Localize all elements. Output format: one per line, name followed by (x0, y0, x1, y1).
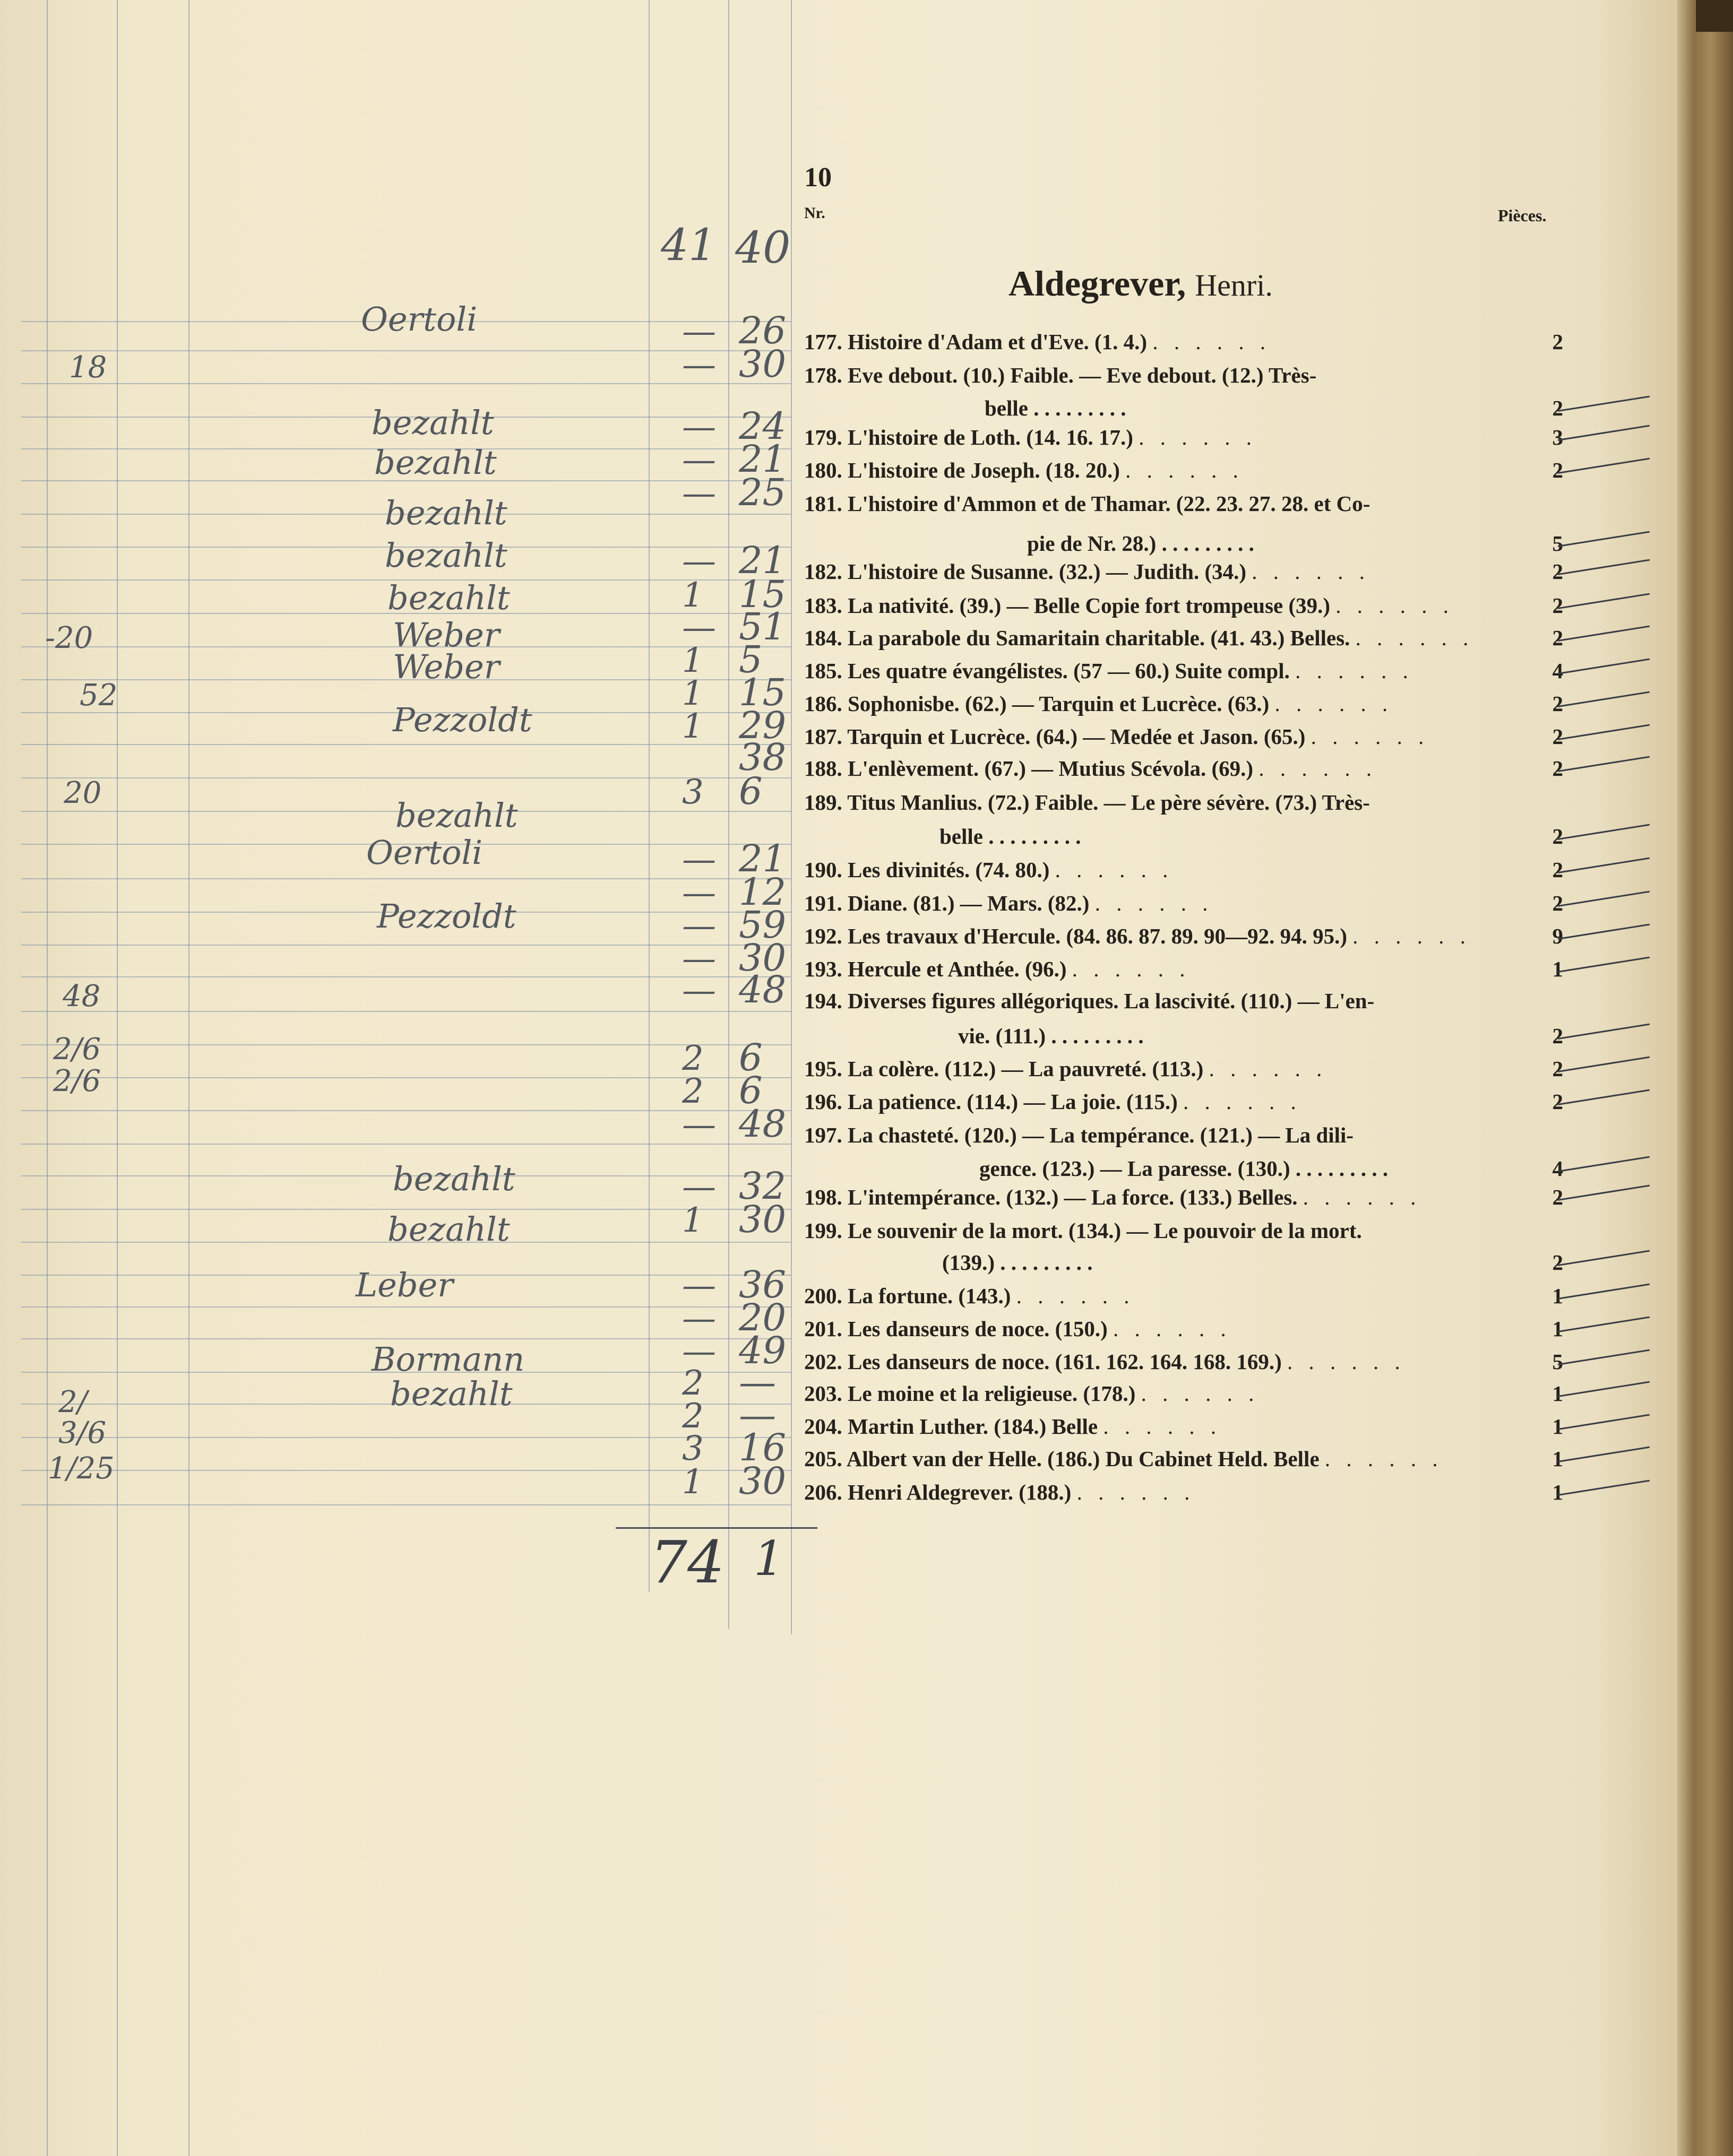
leader-dots: . . . . . . (1103, 1414, 1222, 1439)
margin-pencil-note: 20 (64, 776, 102, 810)
entry-title: L'intempérance. (132.) — La force. (133.) Belles. (842, 1185, 1303, 1209)
pencil-buyer-name: bezahlt (393, 1159, 515, 1198)
entry-number: 186. (804, 691, 842, 716)
entry-number: 200. (804, 1284, 842, 1308)
pieces-count: 1 (1552, 1317, 1563, 1341)
pencil-col-a-value: — (682, 873, 716, 913)
pencil-col-a-value: — (682, 1266, 716, 1305)
pencil-col-b-value: 12 (739, 870, 787, 914)
catalog-entry (804, 1184, 1563, 1210)
pieces-count: 4 (1552, 659, 1563, 683)
catalog-entry (804, 1316, 1563, 1341)
pencil-col-a-value: — (682, 1332, 716, 1371)
pencil-col-b-value: 25 (739, 471, 787, 514)
ruled-line (21, 1044, 791, 1045)
catalog-entry (804, 1414, 1563, 1439)
entry-number: 182. (804, 559, 842, 584)
pieces-count: 2 (1552, 724, 1563, 749)
entry-continuation: gence. (123.) — La paresse. (130.) . . . . . . . . . (979, 1156, 1389, 1181)
pieces-count: 2 (1552, 1057, 1563, 1081)
catalog-entry (804, 559, 1563, 584)
entry-number: 187. (804, 724, 842, 749)
pencil-col-a-value: 1 (682, 674, 704, 713)
catalog-entry (804, 1446, 1563, 1471)
catalog-entry (804, 329, 1563, 354)
entry-title: L'histoire de Susanne. (32.) — Judith. (34.) (842, 559, 1252, 584)
pieces-count: 1 (1552, 1447, 1563, 1471)
total-col-b: 1 (754, 1531, 784, 1587)
leader-dots: . . . . . . (1152, 330, 1271, 354)
margin-pencil-note: 52 (80, 678, 118, 713)
pieces-count: 2 (1552, 1185, 1563, 1209)
leader-dots: . . . . . . (1303, 1185, 1421, 1209)
catalog-entry (804, 1479, 1563, 1505)
pencil-col-b-value: 21 (739, 437, 787, 481)
entry-title: La patience. (114.) — La joie. (115.) (842, 1089, 1184, 1114)
leader-dots: . . . . . . (1072, 957, 1191, 981)
pencil-col-b-value: — (739, 1361, 776, 1404)
pencil-buyer-name: Leber (356, 1266, 453, 1304)
ruled-line (21, 350, 791, 351)
catalog-entry (804, 457, 1563, 483)
pencil-col-a-value: — (682, 608, 716, 647)
pieces-count: 4 (1552, 1156, 1563, 1181)
entry-number: 198. (804, 1185, 842, 1209)
entry-title: La parabole du Samaritain charitable. (41. 43.) Belles. (842, 626, 1356, 650)
pencil-col-b-value: 5 (739, 638, 763, 681)
catalog-entry (804, 724, 1563, 749)
catalog-entry (804, 956, 1563, 982)
pencil-buyer-name: Weber (393, 647, 500, 686)
entry-number: 180. (804, 458, 842, 482)
pencil-col-b-value: 15 (739, 671, 787, 714)
ruled-line (21, 1011, 791, 1012)
ruled-line (21, 744, 791, 745)
entry-number: 203. (804, 1381, 842, 1406)
pencil-col-b-value: 30 (739, 936, 787, 980)
pencil-col-a-value: 2 (682, 1039, 704, 1078)
margin-pencil-note: 1/25 (48, 1451, 115, 1486)
pieces-count: 5 (1552, 531, 1563, 556)
entry-title: Albert van der Helle. (186.) Du Cabinet Held. Belle (842, 1447, 1325, 1471)
entry-number: 206. (804, 1480, 842, 1504)
catalog-entry (804, 857, 1563, 882)
entry-title: L'histoire de Joseph. (18. 20.) (842, 458, 1126, 482)
pieces-count: 2 (1552, 330, 1563, 354)
leader-dots: . . . . . . (1076, 1480, 1195, 1504)
entry-number: 197. (804, 1123, 842, 1147)
entry-title: Diverses figures allégoriques. La lascivité. (110.) — L'en- (842, 989, 1375, 1013)
entry-title: Les divinités. (74. 80.) (842, 858, 1055, 882)
entry-number: 178. (804, 363, 842, 387)
pencil-buyer-name: Oertoli (361, 300, 478, 339)
entry-number: 189. (804, 790, 842, 815)
leader-dots: . . . . . . (1055, 858, 1174, 882)
page-number: 10 (804, 162, 832, 193)
leader-dots: . . . . . . (1125, 458, 1244, 482)
entry-title: Titus Manlius. (72.) Faible. — Le père sévère. (73.) Très- (842, 790, 1370, 815)
entry-number: 188. (804, 756, 842, 781)
margin-pencil-note: -20 (45, 621, 93, 655)
pieces-count: 2 (1552, 858, 1563, 882)
catalog-entry (804, 923, 1563, 949)
pencil-col-b-value: 30 (739, 342, 787, 386)
ruled-line (21, 1110, 791, 1111)
pieces-count: 1 (1552, 1381, 1563, 1406)
col-b-left-line (728, 0, 729, 1629)
entry-number: 201. (804, 1317, 842, 1341)
col-b-header: 40 (735, 223, 791, 273)
pencil-col-b-value: 20 (739, 1296, 787, 1339)
entry-number: 204. (804, 1414, 842, 1439)
pencil-col-b-value: 38 (739, 735, 787, 779)
pencil-col-b-value: 32 (739, 1164, 787, 1208)
entry-title: Martin Luther. (184.) Belle (842, 1414, 1103, 1439)
leader-dots: . . . . . . (1141, 1381, 1260, 1406)
entry-title: La nativité. (39.) — Belle Copie fort trompeuse (39.) (842, 593, 1336, 618)
entry-title: La chasteté. (120.) — La tempérance. (121.) — La dili- (842, 1123, 1354, 1147)
pencil-col-b-value: 59 (739, 903, 787, 947)
pencil-col-a-value: — (682, 408, 716, 447)
pencil-col-a-value: 1 (682, 1462, 704, 1502)
entry-title: Histoire d'Adam et d'Eve. (1. 4.) (842, 330, 1153, 354)
pencil-col-a-value: — (682, 1105, 716, 1145)
pencil-col-a-value: 1 (682, 1201, 704, 1240)
entry-title: Les travaux d'Hercule. (84. 86. 87. 89. 90—92. 94. 95.) (842, 924, 1353, 948)
leader-dots: . . . . . . (1113, 1317, 1231, 1341)
pencil-col-b-value: 51 (739, 605, 787, 648)
entry-title: Tarquin et Lucrèce. (64.) — Medée et Jason. (65.) (842, 724, 1311, 749)
pencil-col-b-value: 26 (739, 309, 787, 352)
leader-dots: . . . . . . (1287, 1349, 1406, 1374)
pencil-col-b-value: 48 (739, 968, 787, 1011)
leader-dots: . . . . . . (1295, 659, 1413, 683)
entry-number: 192. (804, 924, 842, 948)
ruled-line (21, 1144, 791, 1145)
pencil-col-a-value: — (682, 906, 716, 946)
margin-pencil-note: 48 (63, 979, 101, 1014)
catalog-entry (804, 593, 1563, 618)
pencil-col-a-value: 1 (682, 707, 704, 746)
leader-dots: . . . . . . (1355, 626, 1474, 650)
margin-pencil-note: 2/6 (53, 1032, 101, 1067)
pencil-col-a-value: 3 (682, 1429, 704, 1468)
pencil-col-b-value: 48 (739, 1102, 787, 1146)
ruled-line (21, 1504, 791, 1505)
pencil-col-b-value: 16 (739, 1426, 787, 1469)
pencil-buyer-name: Weber (393, 616, 500, 654)
col-a-header: 41 (661, 220, 717, 271)
pieces-count: 2 (1552, 756, 1563, 781)
catalog-entry (804, 625, 1563, 651)
pencil-buyer-name: Pezzoldt (377, 897, 516, 936)
entry-number: 184. (804, 626, 842, 650)
pencil-col-b-value: 21 (739, 837, 787, 880)
catalog-entry (804, 890, 1563, 916)
pencil-col-b-value: — (739, 1393, 776, 1437)
pencil-buyer-name: bezahlt (390, 1374, 513, 1413)
pieces-count: 1 (1552, 1284, 1563, 1308)
pencil-col-a-value: 1 (682, 576, 704, 615)
entry-number: 202. (804, 1349, 842, 1374)
entry-number: 196. (804, 1089, 842, 1114)
pencil-col-b-value: 15 (739, 573, 787, 616)
pencil-col-a-value: 3 (682, 773, 704, 812)
leader-dots: . . . . . . (1258, 756, 1377, 781)
entry-number: 194. (804, 989, 842, 1013)
entry-number: 183. (804, 593, 842, 618)
pieces-count: 1 (1552, 957, 1563, 981)
entry-number: 177. (804, 330, 842, 354)
ruled-line (21, 1077, 791, 1078)
pencil-col-a-value: 2 (682, 1397, 704, 1436)
pieces-count: 2 (1552, 824, 1563, 848)
pencil-col-a-value: — (682, 971, 716, 1010)
pencil-col-a-value: — (682, 474, 716, 513)
pencil-col-a-value: 1 (682, 641, 704, 680)
ruled-line (21, 1306, 791, 1308)
pencil-col-a-value: — (682, 939, 716, 979)
entry-continuation: belle . . . . . . . . . (939, 824, 1081, 848)
entry-title: Henri Aldegrever. (188.) (842, 1480, 1077, 1504)
pencil-col-b-value: 29 (739, 704, 787, 747)
entry-title: L'enlèvement. (67.) — Mutius Scévola. (69.) (842, 756, 1259, 781)
catalog-entry (804, 756, 1563, 781)
pieces-count: 2 (1552, 691, 1563, 716)
entry-title: La colère. (112.) — La pauvreté. (113.) (842, 1057, 1209, 1081)
entry-title: Les danseurs de noce. (150.) (842, 1317, 1113, 1341)
ruled-line (21, 1437, 791, 1438)
entry-continuation: (139.) . . . . . . . . . (942, 1250, 1093, 1275)
catalog-entry (804, 1349, 1563, 1374)
pencil-buyer-name: Bormann (372, 1340, 525, 1379)
pieces-count: 9 (1552, 924, 1563, 948)
pieces-count: 1 (1552, 1480, 1563, 1504)
leader-dots: . . . . . . (1094, 891, 1213, 915)
pencil-col-b-value: 21 (739, 539, 787, 582)
catalog-entry (804, 1089, 1563, 1114)
entry-continuation: vie. (111.) . . . . . . . . . (958, 1024, 1144, 1048)
pencil-col-b-value: 6 (739, 1036, 763, 1079)
pieces-count: 5 (1552, 1349, 1563, 1374)
pencil-buyer-name: bezahlt (395, 796, 518, 835)
leader-dots: . . . . . . (1335, 593, 1454, 618)
catalog-entry (804, 1283, 1563, 1309)
entry-title: La fortune. (143.) (842, 1284, 1016, 1308)
pencil-col-b-value: 6 (739, 769, 763, 813)
pieces-count: 2 (1552, 593, 1563, 618)
pencil-col-a-value: — (682, 440, 716, 480)
pieces-count: 2 (1552, 458, 1563, 482)
entry-number: 199. (804, 1218, 842, 1243)
nr-column-label: Nr. (804, 204, 825, 222)
entry-continuation: pie de Nr. 28.) . . . . . . . . . (1027, 531, 1254, 556)
entry-number: 179. (804, 425, 842, 449)
entry-title: Les danseurs de noce. (161. 162. 164. 168. 169.) (842, 1349, 1287, 1374)
pencil-col-a-value: — (682, 1299, 716, 1338)
pencil-col-a-value: — (682, 840, 716, 879)
entry-title: Diane. (81.) — Mars. (82.) (842, 891, 1095, 915)
pieces-count: 2 (1552, 1250, 1563, 1275)
leader-dots: . . . . . . (1274, 691, 1393, 716)
section-title (1008, 263, 1273, 305)
pencil-col-b-value: 24 (739, 404, 787, 448)
pencil-col-b-value: 30 (739, 1459, 787, 1503)
pieces-count: 3 (1552, 425, 1563, 449)
pieces-count: 2 (1552, 396, 1563, 420)
margin-pencil-note: 2/6 (53, 1064, 101, 1098)
entry-number: 190. (804, 858, 842, 882)
pieces-count: 2 (1552, 1089, 1563, 1114)
pieces-count: 1 (1552, 1414, 1563, 1439)
margin-pencil-note: 18 (69, 350, 107, 385)
margin-pencil-note: 3/6 (58, 1416, 107, 1450)
book-edge (1677, 0, 1733, 2156)
pencil-buyer-name: bezahlt (374, 443, 497, 482)
leader-dots: . . . . . . (1183, 1089, 1301, 1114)
entry-title: L'histoire d'Ammon et de Thamar. (22. 23. 27. 28. et Co- (842, 491, 1370, 516)
pencil-col-a-value: — (682, 312, 716, 351)
entry-title: Sophonisbe. (62.) — Tarquin et Lucrèce. (63.) (842, 691, 1275, 716)
ruled-line (21, 383, 791, 384)
entry-title: L'histoire de Loth. (14. 16. 17.) (842, 425, 1139, 449)
pencil-col-a-value: — (682, 1167, 716, 1207)
pencil-buyer-name: bezahlt (385, 536, 507, 575)
pencil-buyer-name: bezahlt (387, 1210, 510, 1249)
pencil-col-b-value: 30 (739, 1198, 787, 1241)
entry-title: Le moine et la religieuse. (178.) (842, 1381, 1141, 1406)
col-a-left-line (649, 0, 650, 1592)
pencil-col-b-value: 49 (739, 1329, 787, 1372)
catalog-entry (804, 691, 1563, 716)
ruled-line (21, 777, 791, 778)
entry-number: 193. (804, 957, 842, 981)
entry-number: 181. (804, 491, 842, 516)
pieces-count: 2 (1552, 559, 1563, 584)
catalog-entry (804, 425, 1563, 450)
binding-corner (1696, 0, 1733, 32)
pieces-column-label: Pièces. (1498, 206, 1547, 225)
ruled-line (21, 1338, 791, 1339)
margin-pencil-note: 2/ (58, 1385, 88, 1419)
entry-number: 185. (804, 659, 842, 683)
pencil-buyer-name: bezahlt (372, 403, 494, 442)
leader-dots: . . . . . . (1310, 724, 1429, 749)
total-col-a: 74 (650, 1528, 725, 1596)
leader-dots: . . . . . . (1016, 1284, 1135, 1308)
col-b-right-line (791, 0, 792, 1634)
pieces-count: 2 (1552, 626, 1563, 650)
pencil-col-b-value: 6 (739, 1069, 763, 1112)
pencil-buyer-name: bezahlt (387, 578, 510, 617)
leader-dots: . . . . . . (1252, 559, 1370, 584)
entry-number: 195. (804, 1057, 842, 1081)
entry-title: Eve debout. (10.) Faible. — Eve debout. (12.) Très- (842, 363, 1317, 387)
ruled-line (21, 1470, 791, 1471)
catalog-entry (804, 1381, 1563, 1406)
ruled-line (21, 878, 791, 879)
pieces-count: 2 (1552, 1024, 1563, 1048)
pencil-col-a-value: 2 (682, 1364, 704, 1403)
pencil-col-b-value: 36 (739, 1263, 787, 1306)
leader-dots: . . . . . . (1324, 1447, 1443, 1471)
pencil-col-a-value: — (682, 542, 716, 581)
leader-dots: . . . . . . (1139, 425, 1257, 449)
entry-title: Le souvenir de la mort. (134.) — Le pouvoir de la mort. (842, 1218, 1362, 1243)
artist-first-name: Henri. (1195, 268, 1273, 302)
ruled-line (21, 945, 791, 946)
entry-title: Hercule et Anthée. (96.) (842, 957, 1072, 981)
leader-dots: . . . . . . (1352, 924, 1471, 948)
entry-number: 191. (804, 891, 842, 915)
artist-surname: Aldegrever, (1008, 263, 1186, 304)
pencil-buyer-name: bezahlt (385, 493, 507, 532)
catalog-entry (804, 1056, 1563, 1081)
entry-number: 205. (804, 1447, 842, 1471)
pieces-count: 2 (1552, 891, 1563, 915)
pencil-col-a-value: — (682, 345, 716, 385)
ruled-line (21, 976, 791, 977)
pencil-col-a-value: 2 (682, 1072, 704, 1111)
entry-continuation: belle . . . . . . . . . (985, 396, 1126, 420)
leader-dots: . . . . . . (1209, 1057, 1327, 1081)
entry-title: Les quatre évangélistes. (57 — 60.) Suite compl. (842, 659, 1296, 683)
catalog-entry (804, 658, 1563, 683)
pencil-buyer-name: Oertoli (366, 833, 483, 872)
pencil-buyer-name: Pezzoldt (393, 700, 532, 739)
